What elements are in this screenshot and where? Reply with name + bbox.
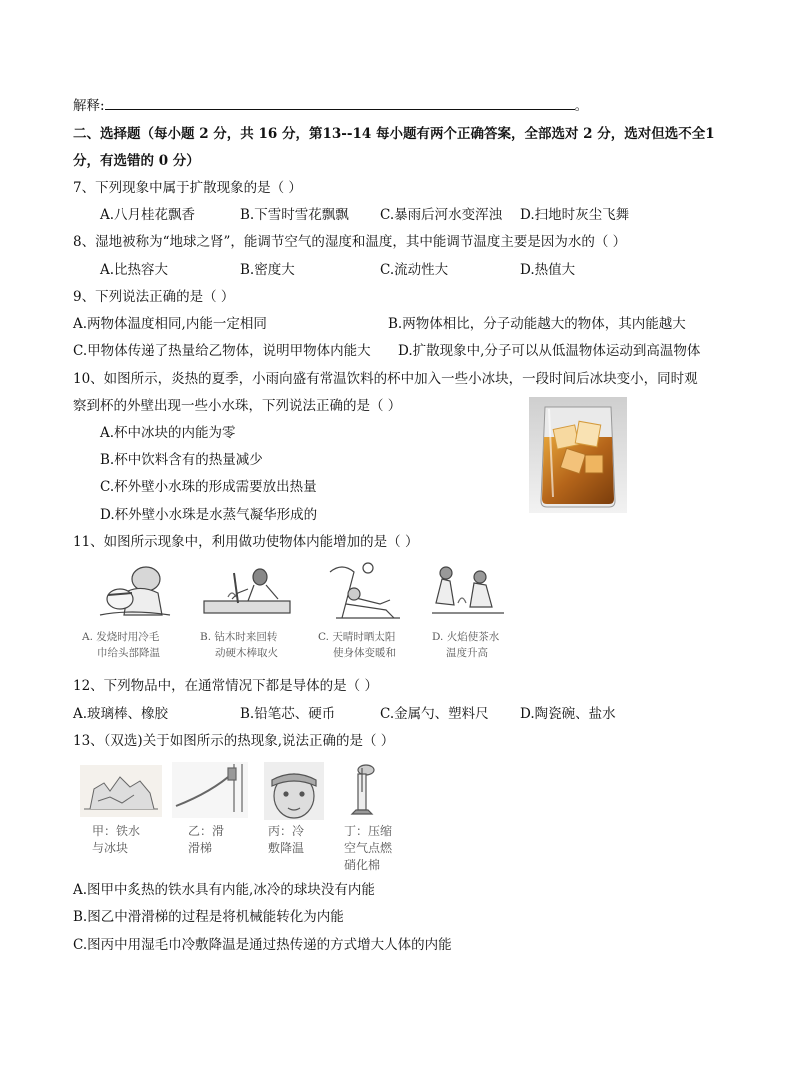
q11-caption-c-1: C. 天晴时晒太阳 <box>318 631 396 643</box>
q13-stem: 13、（双选)关于如图所示的热现象,说法正确的是（ ） <box>73 733 395 749</box>
q11-caption-b-2: 动硬木棒取火 <box>215 647 278 659</box>
q13-figure-bing[interactable] <box>264 762 324 820</box>
q10-stem-cont: 察到杯的外壁出现一些小水珠，下列说法正确的是（ ） <box>73 398 402 414</box>
iced-drink-figure <box>529 397 627 513</box>
q12-option-d[interactable]: D.陶瓷碗、盐水 <box>520 706 616 722</box>
q11-caption-d-2: 温度升高 <box>446 647 488 659</box>
molten-iron-icon <box>80 765 162 817</box>
q13-caption-ding-3: 硝化棉 <box>344 858 381 872</box>
q10-option-a[interactable]: A.杯中冰块的内能为零 <box>100 425 236 441</box>
q13-caption-bing-1: 丙：冷 <box>268 824 305 838</box>
q13-caption-jia-1: 甲：铁水 <box>92 824 141 838</box>
q10-option-c[interactable]: C.杯外壁小水珠的形成需要放出热量 <box>100 479 317 495</box>
slide-icon <box>172 762 248 818</box>
q10-option-d[interactable]: D.杯外壁小水珠是水蒸气凝华形成的 <box>100 507 318 523</box>
q12-option-b[interactable]: B.铅笔芯、硬币 <box>240 706 336 722</box>
q11-caption-d-1: D. 火焰使茶水 <box>432 631 500 643</box>
q11-figure-a[interactable] <box>80 563 188 623</box>
q12-option-a[interactable]: A.玻璃棒、橡胶 <box>73 706 169 722</box>
q8-option-c[interactable]: C.流动性大 <box>380 262 449 278</box>
q11-caption-a-1: A. 发烧时用冷毛 <box>82 631 160 643</box>
q8-option-a[interactable]: A.比热容大 <box>100 262 169 278</box>
q7-option-a[interactable]: A.八月桂花飘香 <box>100 207 196 223</box>
q13-figure-ding[interactable] <box>344 762 378 820</box>
q13-caption-yi-2: 滑梯 <box>188 841 213 855</box>
q13-caption-bing-2: 敷降温 <box>268 841 305 855</box>
q9-option-d[interactable]: D.扩散现象中,分子可以从低温物体运动到高温物体 <box>398 343 701 359</box>
q11-caption-b-1: B. 钻木时来回转 <box>200 631 278 643</box>
q13-option-c[interactable]: C.图丙中用湿毛巾冷敷降温是通过热传递的方式增大人体的内能 <box>73 937 452 953</box>
q9-option-a[interactable]: A.两物体温度相同,内能一定相同 <box>73 316 267 332</box>
q13-caption-yi-1: 乙：滑 <box>188 824 225 838</box>
q11-figure-c[interactable] <box>316 560 416 624</box>
q9-option-b[interactable]: B.两物体相比，分子动能越大的物体，其内能越大 <box>388 316 686 332</box>
q9-option-c[interactable]: C.甲物体传递了热量给乙物体，说明甲物体内能大 <box>73 343 371 359</box>
q13-option-b[interactable]: B.图乙中滑滑梯的过程是将机械能转化为内能 <box>73 909 344 925</box>
q11-caption-c-2: 使身体变暖和 <box>333 647 396 659</box>
q10-option-b[interactable]: B.杯中饮料含有的热量减少 <box>100 452 263 468</box>
flame-tea-icon <box>428 563 508 623</box>
q7-option-b[interactable]: B.下雪时雪花飘飘 <box>240 207 349 223</box>
cold-towel-icon <box>80 563 188 623</box>
glass-icon <box>529 397 627 513</box>
q13-caption-ding-1: 丁：压缩 <box>344 824 393 838</box>
section-heading-line2: 分，有选错的 0 分） <box>73 153 200 169</box>
q12-stem: 12、下列物品中，在通常情况下都是导体的是（ ） <box>73 678 378 694</box>
compression-tube-icon <box>344 762 378 820</box>
q10-stem: 10、如图所示，炎热的夏季，小雨向盛有常温饮料的杯中加入一些小冰块，一段时间后冰块变小，同时观 <box>73 371 698 387</box>
q11-figure-b[interactable] <box>198 563 298 623</box>
cold-compress-icon <box>264 762 324 820</box>
q9-stem: 9、下列说法正确的是（ ） <box>73 289 235 305</box>
q12-option-c[interactable]: C.金属勺、塑料尺 <box>380 706 489 722</box>
q7-option-d[interactable]: D.扫地时灰尘飞舞 <box>520 207 630 223</box>
q11-caption-a-2: 巾给头部降温 <box>97 647 160 659</box>
section-heading-line1: 二、选择题（每小题 2 分，共 16 分，第13--14 每小题有两个正确答案，全部选对 2 分，选对但选不全1 <box>73 126 715 142</box>
explain-end: 。 <box>574 98 589 114</box>
explain-line <box>73 97 588 115</box>
answer-blank[interactable] <box>105 97 575 110</box>
q11-stem: 11、如图所示现象中，利用做功使物体内能增加的是（ ） <box>73 534 419 550</box>
q13-option-a[interactable]: A.图甲中炙热的铁水具有内能,冰冷的球块没有内能 <box>73 882 375 898</box>
q8-stem: 8、湿地被称为“地球之肾”，能调节空气的湿度和温度，其中能调节温度主要是因为水的（ ） <box>73 234 627 250</box>
q7-option-c[interactable]: C.暴雨后河水变浑浊 <box>380 207 503 223</box>
q7-stem: 7、下列现象中属于扩散现象的是（ ） <box>73 180 302 196</box>
q11-figure-d[interactable] <box>428 563 508 623</box>
q8-option-d[interactable]: D.热值大 <box>520 262 576 278</box>
q8-option-b[interactable]: B.密度大 <box>240 262 295 278</box>
sunbathing-icon <box>316 560 416 624</box>
q13-caption-ding-2: 空气点燃 <box>344 841 393 855</box>
q13-caption-jia-2: 与冰块 <box>92 841 129 855</box>
q13-figure-jia[interactable] <box>80 765 162 817</box>
explain-label: 解释: <box>73 98 105 114</box>
q13-figure-yi[interactable] <box>172 762 248 818</box>
drill-fire-icon <box>198 563 298 623</box>
